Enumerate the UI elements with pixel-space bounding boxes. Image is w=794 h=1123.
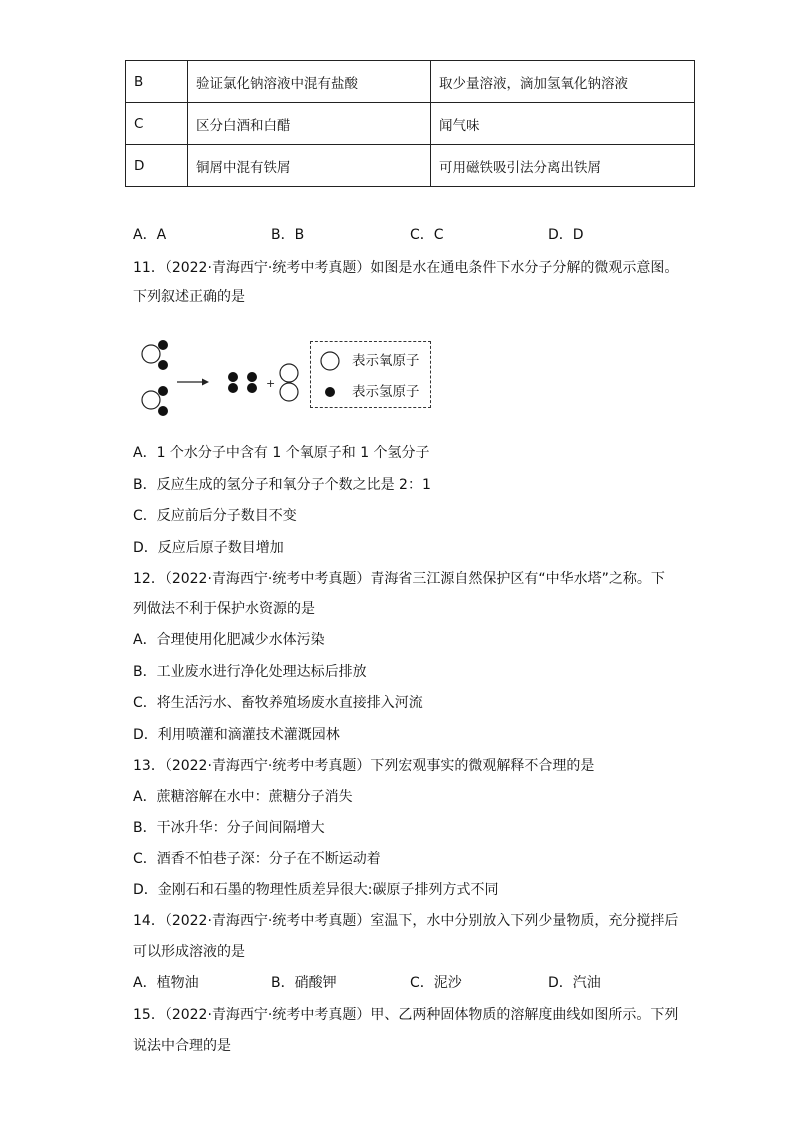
legend-oxygen-label: 表示氧原子 xyxy=(352,353,420,369)
option-c: C．C xyxy=(410,227,444,243)
option-b: B．B xyxy=(271,227,305,243)
q14-stem-line1: 14．（2022·青海西宁·统考中考真题）室温下，水中分别放入下列少量物质，充分搅拌后 xyxy=(133,913,679,929)
q13-option-c: C．酒香不怕巷子深：分子在不断运动着 xyxy=(133,851,381,867)
table-cell: 区分白酒和白醋 xyxy=(188,103,431,145)
legend-hydrogen-label: 表示氢原子 xyxy=(352,384,420,400)
q11-option-c: C．反应前后分子数目不变 xyxy=(133,508,297,524)
q12-option-d: D．利用喷灌和滴灌技术灌溉园林 xyxy=(133,727,340,743)
q13-option-d: D．金刚石和石墨的物理性质差异很大:碳原子排列方式不同 xyxy=(133,882,499,898)
q11-stem-line1: 11．（2022·青海西宁·统考中考真题）如图是水在通电条件下水分子分解的微观示意图。 xyxy=(133,260,679,276)
q12-option-b: B．工业废水进行净化处理达标后排放 xyxy=(133,664,367,680)
table-row xyxy=(126,61,695,103)
water-molecule-2 xyxy=(142,386,168,416)
plus-sign: + xyxy=(266,377,276,390)
option-c: C．泥沙 xyxy=(410,975,462,991)
q12-stem-line1: 12．（2022·青海西宁·统考中考真题）青海省三江源自然保护区有“中华水塔”之称。下 xyxy=(133,571,665,587)
hydrogen-molecule-2 xyxy=(247,372,257,393)
q14-stem-line2: 可以形成溶液的是 xyxy=(133,944,245,960)
oxygen-molecule xyxy=(280,364,298,401)
q11-option-d: D．反应后原子数目增加 xyxy=(133,540,284,556)
option-a: A．植物油 xyxy=(133,975,199,991)
options-table xyxy=(125,60,695,187)
table-cell: 取少量溶液，滴加氢氧化钠溶液 xyxy=(431,61,695,103)
diagram-legend xyxy=(310,341,431,408)
table-cell: 铜屑中混有铁屑 xyxy=(188,145,431,187)
hydrogen-atom-icon xyxy=(324,386,336,398)
table-cell: 验证氯化钠溶液中混有盐酸 xyxy=(188,61,431,103)
table-cell: C xyxy=(126,103,188,145)
hydrogen-molecule-1 xyxy=(228,372,238,393)
water-molecule-1 xyxy=(142,340,168,370)
table-cell: D xyxy=(126,145,188,187)
q10-options xyxy=(133,225,693,245)
q13-option-a: A．蔗糖溶解在水中：蔗糖分子消失 xyxy=(133,789,353,805)
q11-stem-line2: 下列叙述正确的是 xyxy=(133,289,245,305)
table-cell: 可用磁铁吸引法分离出铁屑 xyxy=(431,145,695,187)
q13-option-b: B．干冰升华：分子间间隔增大 xyxy=(133,820,325,836)
option-a: A．A xyxy=(133,227,167,243)
q12-option-c: C．将生活污水、畜牧养殖场废水直接排入河流 xyxy=(133,695,423,711)
q15-stem-line2: 说法中合理的是 xyxy=(133,1038,231,1054)
q11-option-a: A．1 个水分子中含有 1 个氧原子和 1 个氢分子 xyxy=(133,445,430,461)
q13-stem-line1: 13．（2022·青海西宁·统考中考真题）下列宏观事实的微观解释不合理的是 xyxy=(133,758,595,774)
option-b: B．硝酸钾 xyxy=(271,975,337,991)
option-d: D．D xyxy=(548,227,584,243)
q11-option-b: B．反应生成的氢分子和氧分子个数之比是 2：1 xyxy=(133,477,431,493)
q14-options xyxy=(133,973,693,993)
table-cell: B xyxy=(126,61,188,103)
option-d: D．汽油 xyxy=(548,975,601,991)
q15-stem-line1: 15．（2022·青海西宁·统考中考真题）甲、乙两种固体物质的溶解度曲线如图所示。下列 xyxy=(133,1007,679,1023)
table-row xyxy=(126,145,695,187)
arrow-icon xyxy=(177,379,209,386)
table-row xyxy=(126,103,695,145)
q12-stem-line2: 列做法不利于保护水资源的是 xyxy=(133,601,315,617)
oxygen-atom-icon xyxy=(320,351,340,371)
q12-option-a: A．合理使用化肥减少水体污染 xyxy=(133,632,325,648)
table-cell: 闻气味 xyxy=(431,103,695,145)
